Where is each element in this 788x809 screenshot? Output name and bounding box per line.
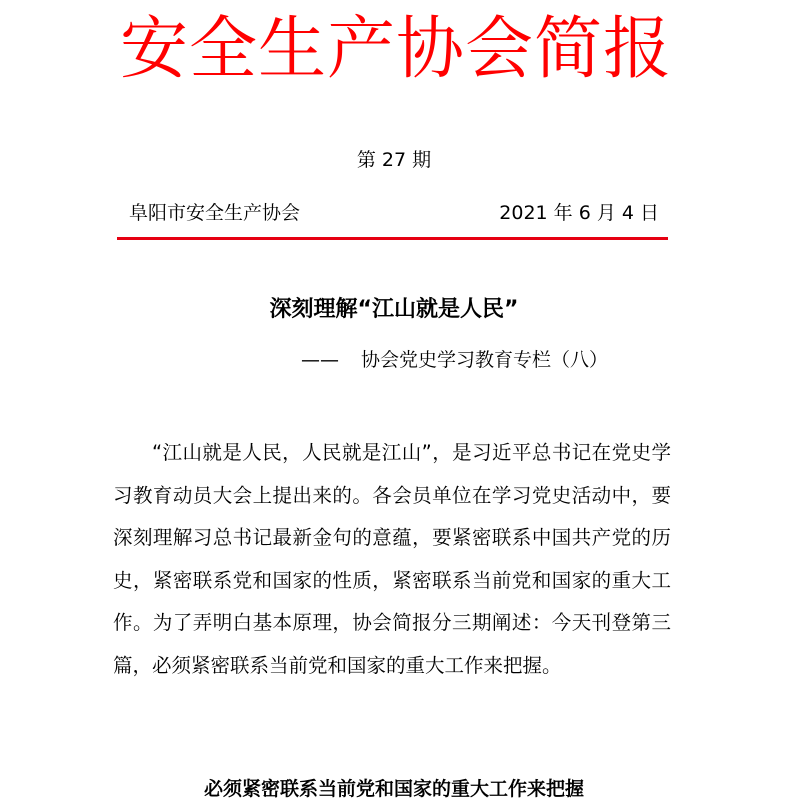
subtitle-text: 协会党史学习教育专栏（八） xyxy=(361,349,609,371)
issue-number: 第 27 期 xyxy=(356,149,432,171)
article-subtitle xyxy=(301,343,608,377)
newsletter-masthead: 安全生产协会简报 xyxy=(120,10,673,89)
article-body: “江山就是人民，人民就是江山”，是习近平总书记在党史学习教育动员大会上提出来的。各会员单位在学习党史活动中，要深刻理解习总书记最新金句的意蕴，要紧密联系中国共产党的历史，紧密联系党和国家的性质，紧密联系当前党和国家的重大工作。为了弄明白基本原理，协会简报分三期阐述：今天刊登第三篇，必须紧密联系当前党和国家的重大工作来把握。 xyxy=(113,441,671,677)
red-divider xyxy=(117,237,668,240)
issue-date: 2021 年 6 月 4 日 xyxy=(499,202,659,224)
issuer-row xyxy=(129,199,659,227)
issuer-name: 阜阳市安全生产协会 xyxy=(129,202,301,224)
subtitle-dash: —— xyxy=(301,349,339,371)
section-heading: 必须紧密联系当前党和国家的重大工作来把握 xyxy=(203,778,584,800)
article-title: 深刻理解“江山就是人民” xyxy=(269,297,519,322)
